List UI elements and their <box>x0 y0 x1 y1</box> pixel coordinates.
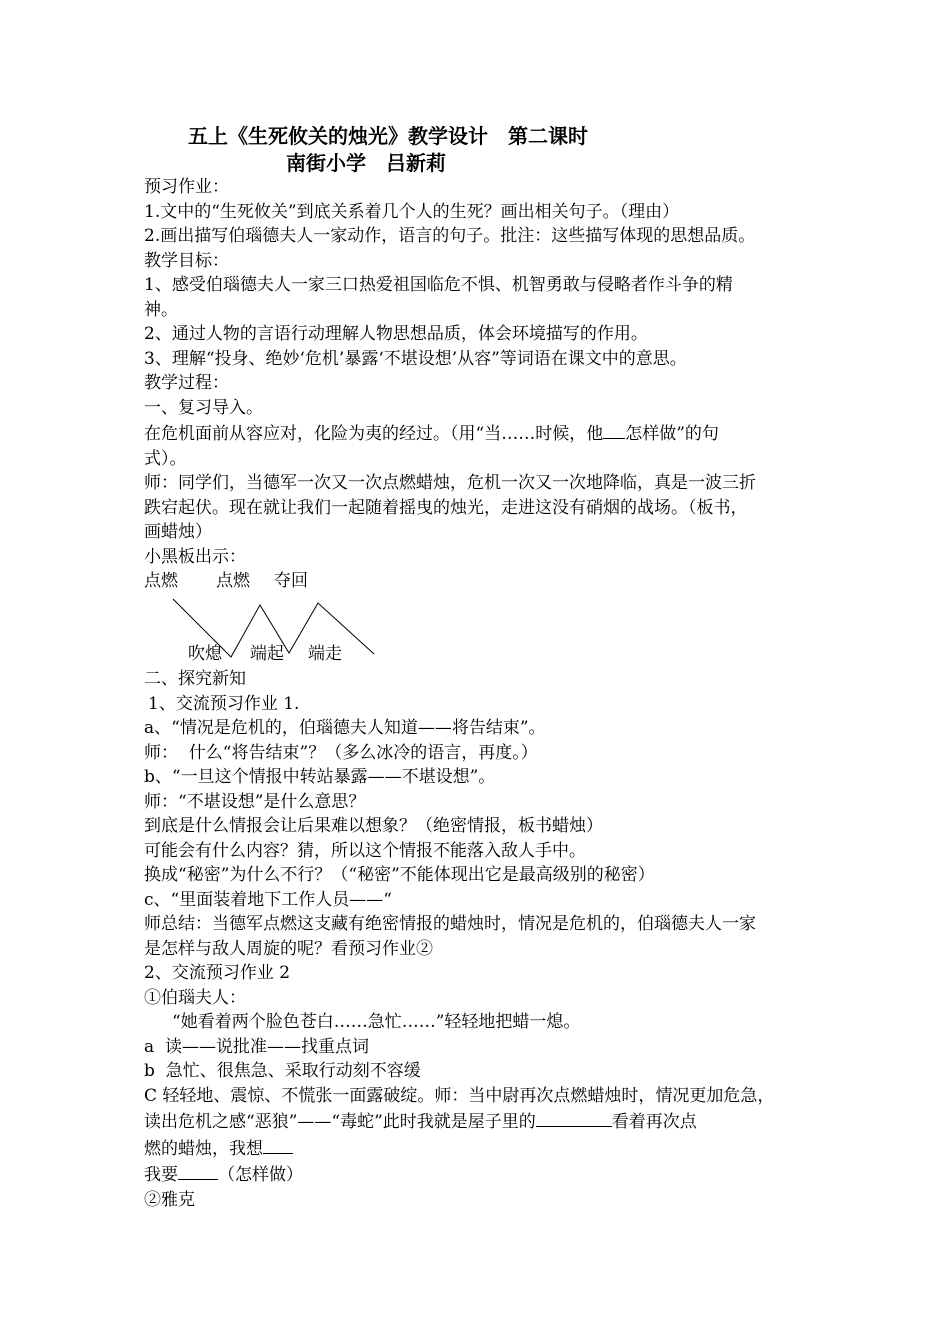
process-heading: 教学过程： <box>144 373 229 393</box>
document-title: 五上《生死攸关的烛光》教学设计 第二课时 <box>188 124 588 148</box>
section-2-b-line-4: 可能会有什么内容？猜，所以这个情报不能落入敌人手中。 <box>144 840 586 861</box>
section-2-a-teacher: 师： 什么“将告结束”？（多么冰冷的语言，再度。） <box>144 742 538 763</box>
section-1-line-1-pre: 在危机面前从容应对，化险为夷的经过。（用“当……时候，他 <box>144 424 604 444</box>
section-1-line-3: 师：同学们，当德军一次又一次点燃蜡烛，危机一次又一次地降临，真是一波三折 <box>144 473 756 493</box>
section-2-a: a、“情况是危机的，伯瑙德夫人知道——将告结束”。 <box>144 718 546 738</box>
preview-question-1: 1.文中的“生死攸关”到底关系着几个人的生死？画出相关句子。（理由） <box>144 201 680 222</box>
fill-blank <box>263 1135 293 1154</box>
document-author: 南街小学 吕新莉 <box>286 151 446 175</box>
preview-question-2: 2.画出描写伯瑙德夫人一家动作，语言的句子。批注：这些描写体现的思想品质。 <box>144 226 756 246</box>
section-2-summary-1: 师总结：当德军点燃这支藏有绝密情报的蜡烛时，情况是危机的，伯瑙德夫人一家 <box>144 914 756 934</box>
section-1-line-5: 画蜡烛） <box>144 522 212 542</box>
section-2-sub-2-jacques: ②雅克 <box>144 1189 195 1210</box>
section-2-b-teacher: 师：“不堪设想”是什么意思？ <box>144 791 366 812</box>
goal-2: 2、通过人物的言语行动理解人物思想品质，体会环境描写的作用。 <box>144 324 648 344</box>
item-c-2-post: 看着再次点 <box>611 1112 697 1132</box>
board-heading: 小黑板出示： <box>144 546 246 567</box>
item-c-4-post: （怎样做） <box>218 1165 303 1185</box>
fill-blank <box>178 1161 218 1180</box>
section-2-sub-2-item-c-3 <box>144 1135 824 1162</box>
section-1-line-4: 跌宕起伏。现在就让我们一起随着摇曳的烛光，走进这没有硝烟的战场。（板书， <box>144 497 748 518</box>
diagram-bottom-label-2: 端起 <box>250 644 284 664</box>
section-2-summary-2: 是怎样与敌人周旋的呢？看预习作业② <box>144 938 433 959</box>
diagram-top-label-2: 点燃 <box>216 571 250 591</box>
item-c-2-pre: 读出危机之感“恶狼”——“毒蛇”此时我就是屋子里的 <box>144 1112 536 1132</box>
goal-1-line-2: 神。 <box>144 299 178 320</box>
preview-heading: 预习作业： <box>144 177 229 197</box>
section-2-b-line-3: 到底是什么情报会让后果难以想象？（绝密情报，板书蜡烛） <box>144 816 603 836</box>
fill-blank <box>603 420 625 439</box>
section-2-sub-2-item-b: b 急忙、很焦急、采取行动刻不容缓 <box>144 1061 421 1081</box>
section-2-heading: 二、探究新知 <box>144 669 246 689</box>
candle-diagram <box>144 569 444 667</box>
section-2-sub-1: 1、交流预习作业 1. <box>148 693 300 714</box>
section-2-sub-2-item-c-2 <box>144 1108 824 1135</box>
diagram-bottom-label-3: 端走 <box>308 644 342 664</box>
goals-heading: 教学目标： <box>144 250 229 271</box>
goal-1-line-1: 1、感受伯瑙德夫人一家三口热爱祖国临危不惧、机智勇敢与侵略者作斗争的精 <box>144 275 733 295</box>
section-2-sub-2: 2、交流预习作业 2 <box>144 963 291 983</box>
diagram-top-label-3: 夺回 <box>274 571 308 591</box>
section-2-b: b、“一旦这个情报中转站暴露——不堪设想”。 <box>144 767 496 787</box>
section-2-sub-2-item-a: a 读——说批准——找重点词 <box>144 1036 369 1057</box>
item-c-3-text: 燃的蜡烛，我想 <box>144 1138 263 1159</box>
section-2-sub-2-item-c: C 轻轻地、震惊、不慌张一面露破绽。师：当中尉再次点燃蜡烛时，情况更加危急， <box>144 1085 775 1106</box>
section-2-sub-2-a: ①伯瑙夫人： <box>144 987 246 1008</box>
diagram-top-label-1: 点燃 <box>144 571 178 591</box>
section-1-heading: 一、复习导入。 <box>144 397 263 418</box>
document-body <box>144 175 824 1212</box>
fill-blank <box>536 1108 612 1127</box>
section-2-sub-2-item-c-4 <box>144 1161 824 1188</box>
item-c-4-pre: 我要 <box>144 1165 178 1185</box>
section-2-b-line-5: 换成“秘密”为什么不行？（“秘密”不能体现出它是最高级别的秘密） <box>144 865 655 885</box>
section-1-line-2: 式）。 <box>144 448 187 469</box>
section-2-c: c、“里面装着地下工作人员——“ <box>144 889 392 910</box>
section-1-line-1 <box>144 420 824 447</box>
section-1-line-1-post: 怎样做”的句 <box>625 424 719 444</box>
diagram-bottom-label-1: 吹熄 <box>188 644 222 664</box>
goal-3: 3、理解“投身、绝妙‘危机’暴露‘不堪设想’从容”等词语在课文中的意思。 <box>144 348 687 369</box>
section-2-sub-2-quote: “她看着两个脸色苍白……急忙……”轻轻地把蜡一熄。 <box>172 1012 581 1032</box>
